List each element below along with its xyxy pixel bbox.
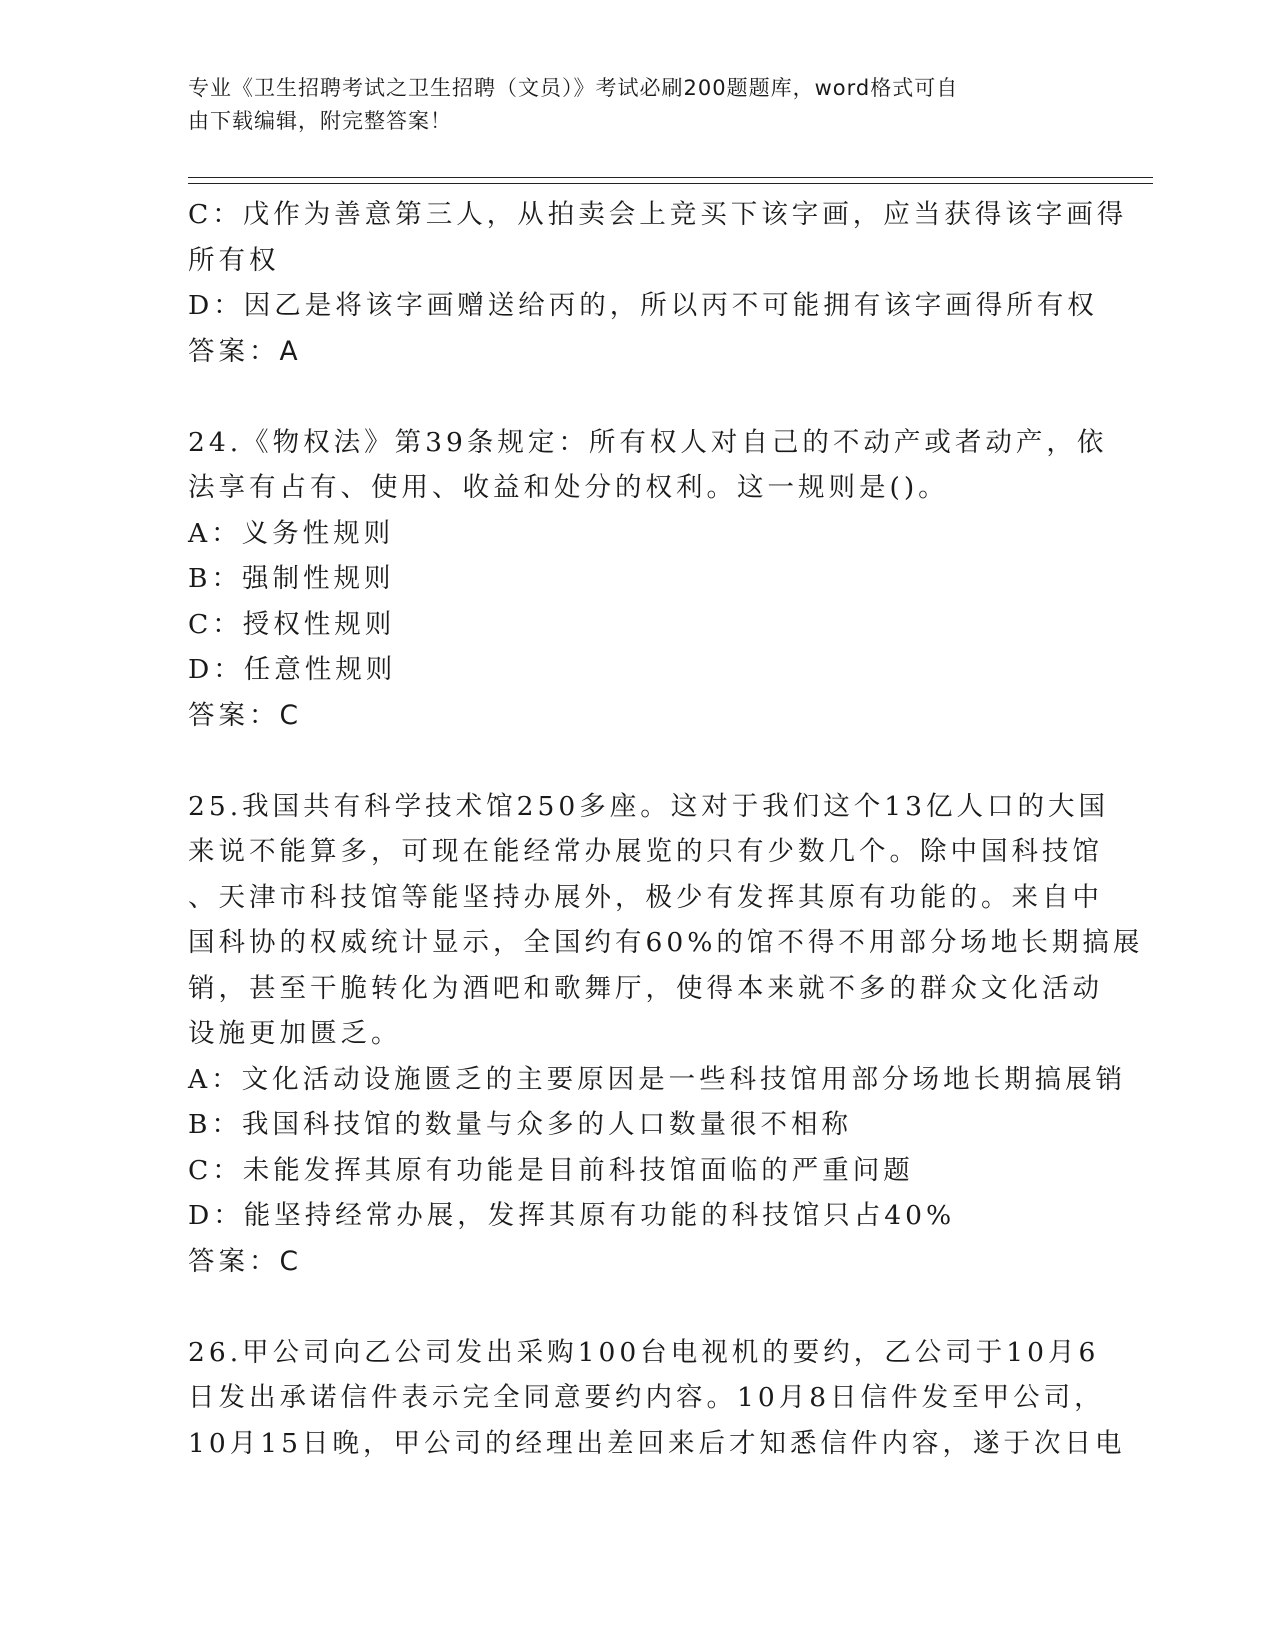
header-line-2: 由下载编辑，附完整答案！ bbox=[188, 109, 452, 133]
question-stem-line-4: 国科协的权威统计显示，全国约有60%的馆不得不用部分场地长期搞展 bbox=[188, 927, 1144, 958]
answer: 答案：A bbox=[188, 335, 302, 367]
answer: 答案：C bbox=[188, 699, 303, 731]
question-25 bbox=[188, 784, 1144, 1285]
spacer bbox=[188, 738, 1088, 784]
option-d: D：能坚持经常办展，发挥其原有功能的科技馆只占40% bbox=[188, 1200, 956, 1231]
page-header bbox=[188, 72, 1068, 138]
question-content bbox=[188, 192, 1144, 1466]
answer: 答案：C bbox=[188, 1245, 303, 1277]
question-stem-line-1: 25.我国共有科学技术馆250多座。这对于我们这个13亿人口的大国 bbox=[188, 790, 1109, 822]
question-stem-line-1: 24.《物权法》第39条规定：所有权人对自己的不动产或者动产，依 bbox=[188, 426, 1108, 458]
question-stem-line-2: 法享有占有、使用、收益和处分的权利。这一规则是()。 bbox=[188, 472, 949, 503]
option-c-line-1: C：戊作为善意第三人，从拍卖会上竞买下该字画，应当获得该字画得 bbox=[188, 199, 1128, 230]
question-stem-line-2: 日发出承诺信件表示完全同意要约内容。10月8日信件发至甲公司， bbox=[188, 1382, 1105, 1413]
header-line-1: 专业《卫生招聘考试之卫生招聘（文员）》考试必刷200题题库，word格式可自 bbox=[188, 76, 959, 100]
option-c: C：未能发挥其原有功能是目前科技馆面临的严重问题 bbox=[188, 1154, 914, 1186]
spacer bbox=[188, 1284, 1088, 1330]
question-stem-line-2: 来说不能算多，可现在能经常办展览的只有少数几个。除中国科技馆 bbox=[188, 836, 1103, 867]
question-26 bbox=[188, 1330, 1126, 1467]
question-23 bbox=[188, 192, 1128, 374]
option-c: C：授权性规则 bbox=[188, 608, 396, 640]
question-stem-line-5: 销，甚至干脆转化为酒吧和歌舞厅，使得本来就不多的群众文化活动 bbox=[188, 972, 1103, 1004]
question-stem-line-1: 26.甲公司向乙公司发出采购100台电视机的要约，乙公司于10月6 bbox=[188, 1336, 1100, 1368]
header-rule-top bbox=[188, 177, 1153, 178]
question-stem-line-3: 10月15日晚，甲公司的经理出差回来后才知悉信件内容，遂于次日电 bbox=[188, 1427, 1126, 1459]
question-24 bbox=[188, 420, 1108, 739]
header-rule-bottom bbox=[188, 183, 1153, 184]
question-stem-line-3: 、天津市科技馆等能坚持办展外，极少有发挥其原有功能的。来自中 bbox=[188, 881, 1103, 913]
option-c-line-2: 所有权 bbox=[188, 244, 280, 276]
option-a: A：文化活动设施匮乏的主要原因是一些科技馆用部分场地长期搞展销 bbox=[188, 1063, 1127, 1095]
option-a: A：义务性规则 bbox=[188, 517, 395, 549]
option-d: D：因乙是将该字画赠送给丙的，所以丙不可能拥有该字画得所有权 bbox=[188, 290, 1098, 321]
question-stem-line-6: 设施更加匮乏。 bbox=[188, 1018, 402, 1049]
option-b: B：强制性规则 bbox=[188, 563, 395, 594]
spacer bbox=[188, 374, 1088, 420]
option-d: D：任意性规则 bbox=[188, 654, 397, 685]
option-b: B：我国科技馆的数量与众多的人口数量很不相称 bbox=[188, 1109, 852, 1140]
